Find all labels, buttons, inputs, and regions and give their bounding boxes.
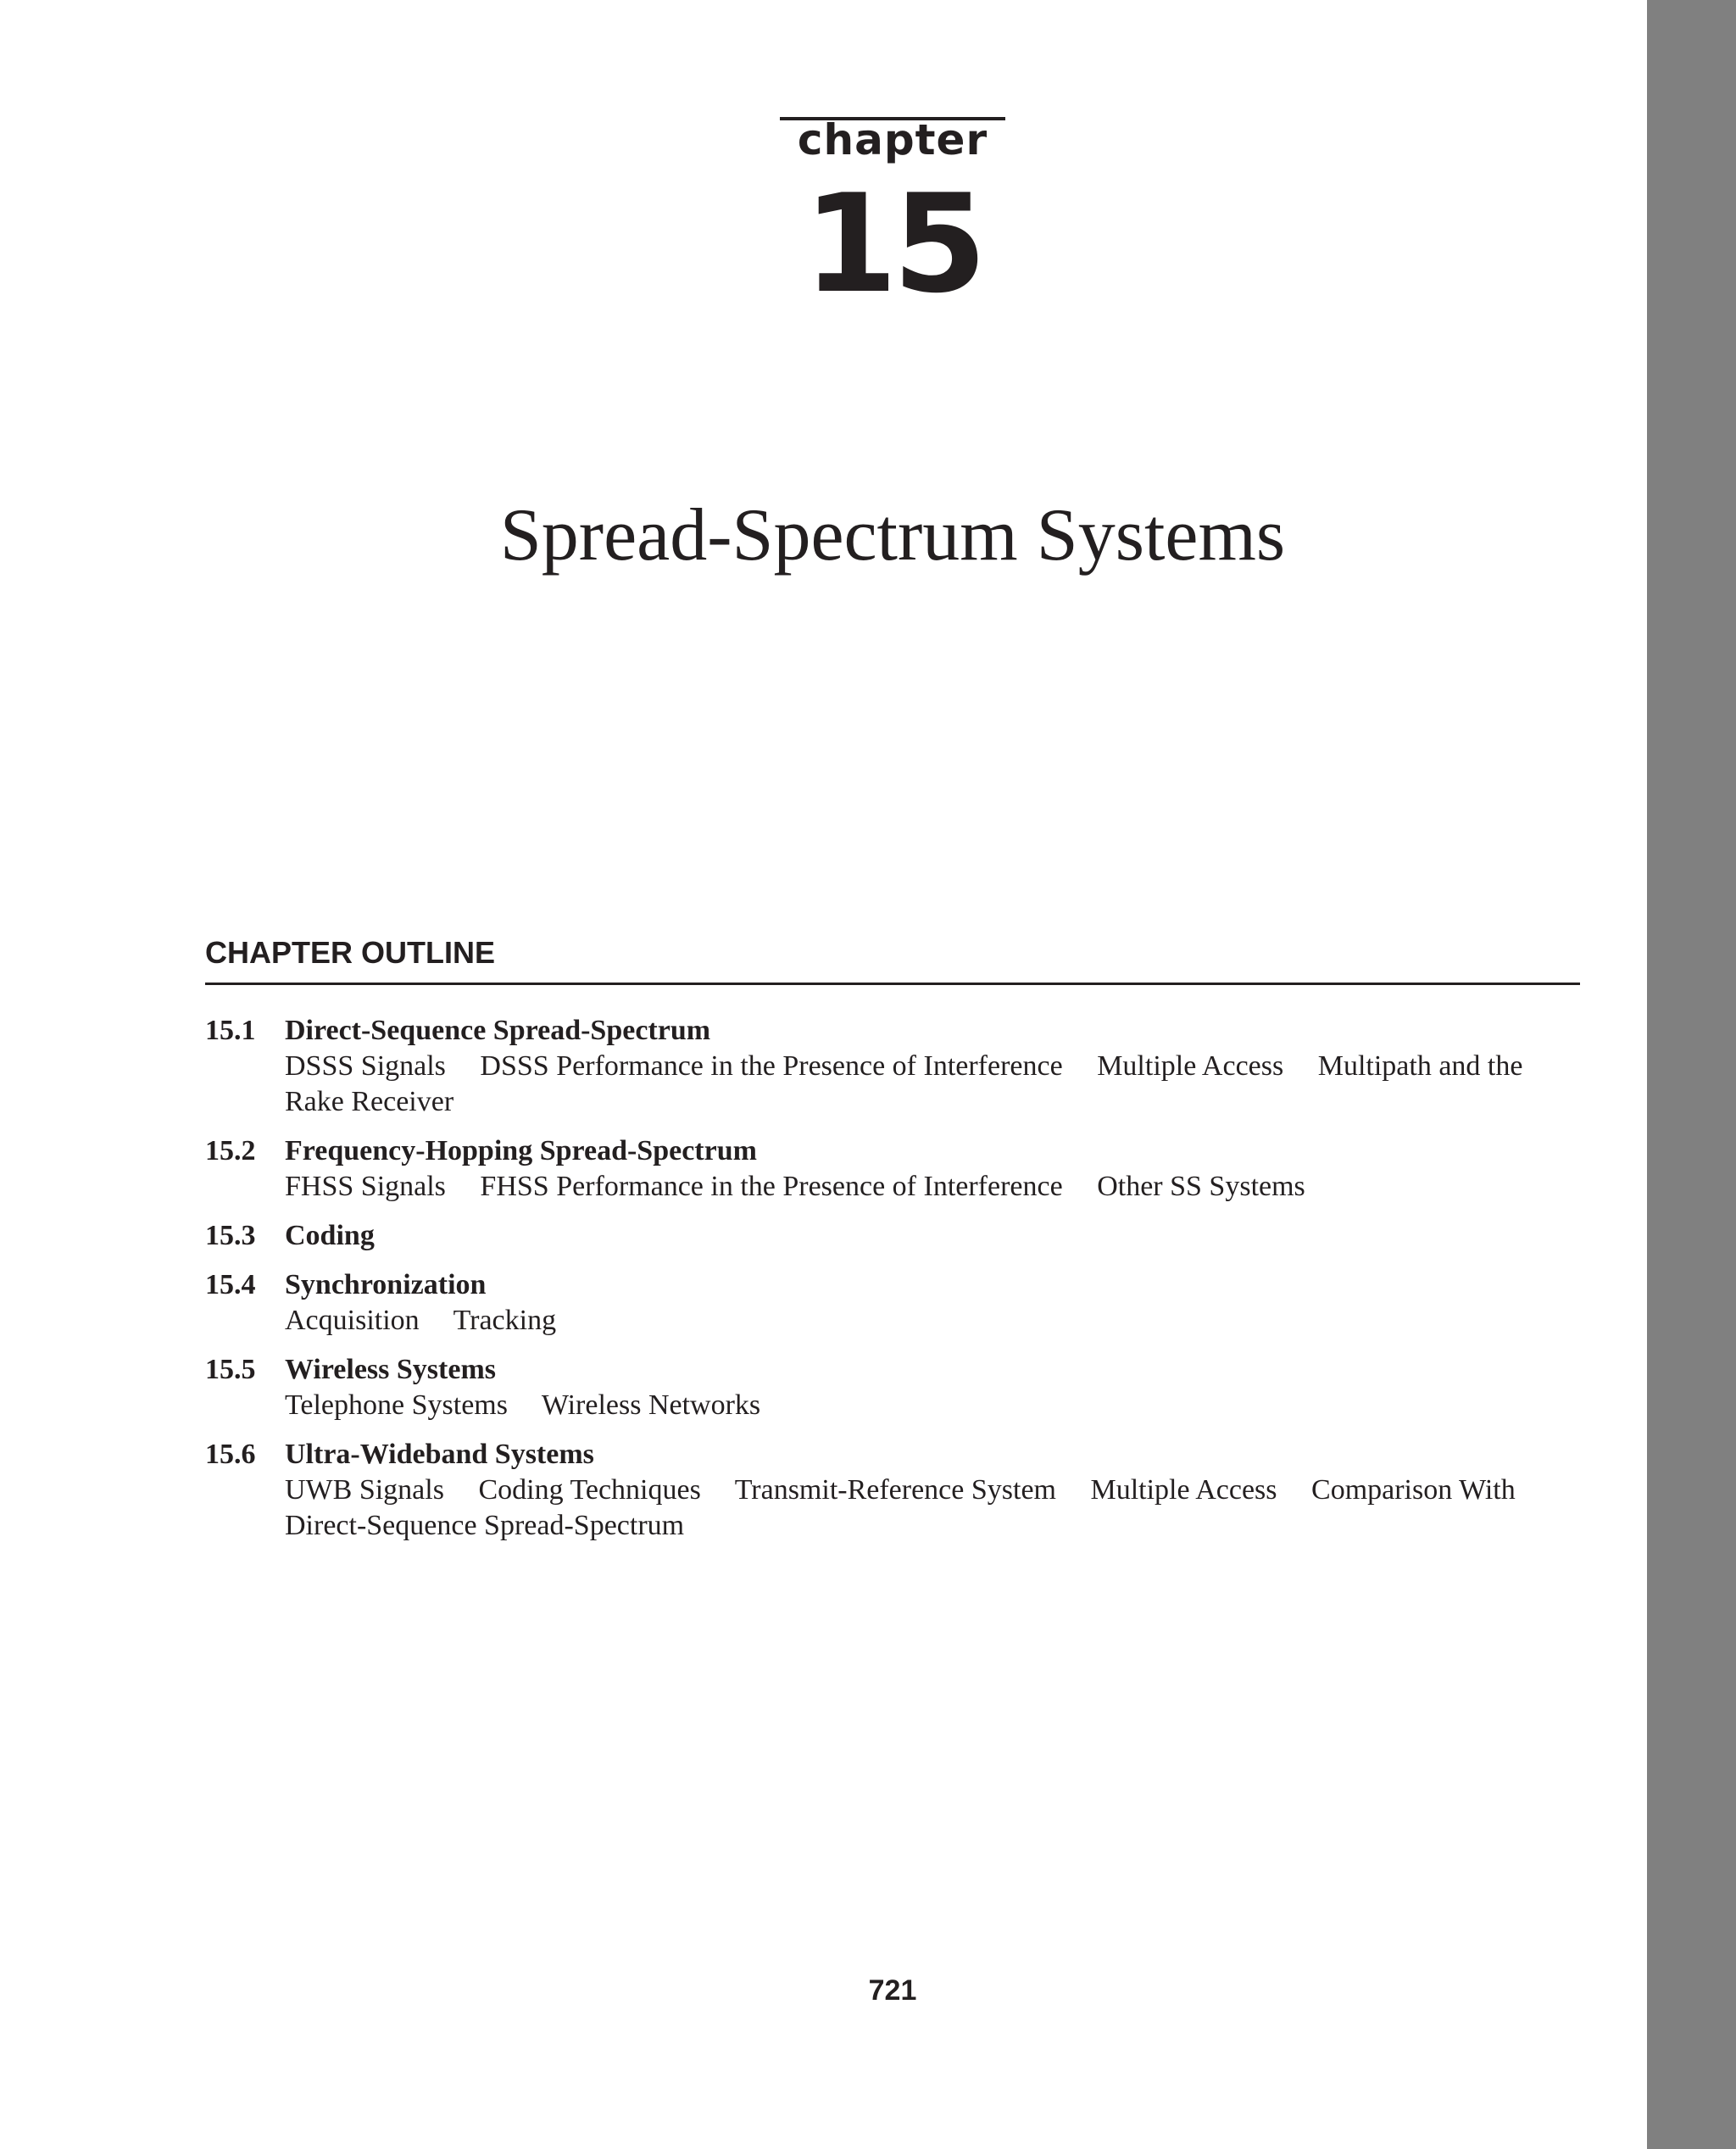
section-heading	[205, 1218, 1561, 1254]
chapter-label: chapter	[797, 115, 988, 164]
subsection-item: Telephone Systems	[285, 1389, 508, 1421]
subsection-item: Acquisition	[285, 1305, 420, 1336]
outline-heading: CHAPTER OUTLINE	[205, 935, 495, 970]
subsection-item: Multiple Access	[1097, 1050, 1284, 1082]
subsection-item: DSSS Signals	[285, 1050, 446, 1082]
section-heading	[205, 1352, 1561, 1388]
chapter-number: 15	[803, 164, 982, 323]
page-number: 721	[868, 1974, 917, 2007]
outline-section	[205, 1013, 1561, 1120]
section-heading	[205, 1013, 1561, 1049]
section-title: Coding	[285, 1220, 375, 1251]
section-title: Wireless Systems	[285, 1354, 497, 1385]
outline-section	[205, 1352, 1561, 1423]
section-title: Synchronization	[285, 1269, 487, 1300]
outline-section	[205, 1267, 1561, 1339]
subsection-list	[285, 1303, 1556, 1339]
subsection-item: Multipath and the Rake Receiver	[285, 1050, 1523, 1117]
outline-list	[205, 1013, 1561, 1557]
subsection-item: Multiple Access	[1090, 1474, 1277, 1506]
subsection-list	[285, 1473, 1556, 1544]
section-heading	[205, 1133, 1561, 1169]
section-number: 15.6	[205, 1439, 256, 1470]
subsection-item: Comparison With Direct-Sequence Spread-Spectrum	[285, 1474, 1516, 1541]
section-number: 15.2	[205, 1135, 256, 1166]
subsection-list	[285, 1169, 1556, 1205]
outline-section	[205, 1218, 1561, 1254]
chapter-title: Spread-Spectrum Systems	[499, 494, 1286, 576]
subsection-item: Wireless Networks	[541, 1389, 761, 1421]
section-heading	[205, 1267, 1561, 1303]
subsection-item: UWB Signals	[285, 1474, 444, 1506]
subsection-item: Tracking	[453, 1305, 557, 1336]
section-title: Ultra-Wideband Systems	[285, 1439, 594, 1470]
subsection-item: FHSS Signals	[285, 1171, 446, 1202]
subsection-item: Transmit-Reference System	[734, 1474, 1056, 1506]
section-title: Direct-Sequence Spread-Spectrum	[285, 1015, 711, 1046]
subsection-item: Other SS Systems	[1097, 1171, 1305, 1202]
subsection-list	[285, 1049, 1556, 1120]
page-edge-band	[1647, 0, 1736, 2149]
subsection-item: Coding Techniques	[478, 1474, 701, 1506]
section-heading	[205, 1437, 1561, 1473]
subsection-item: FHSS Performance in the Presence of Interference	[480, 1171, 1063, 1202]
section-number: 15.1	[205, 1015, 256, 1046]
section-number: 15.4	[205, 1269, 256, 1300]
subsection-list	[285, 1388, 1556, 1423]
outline-section	[205, 1437, 1561, 1544]
subsection-item: DSSS Performance in the Presence of Interference	[480, 1050, 1063, 1082]
section-title: Frequency-Hopping Spread-Spectrum	[285, 1135, 757, 1166]
section-number: 15.3	[205, 1220, 256, 1251]
outline-rule	[205, 983, 1580, 985]
outline-section	[205, 1133, 1561, 1205]
section-number: 15.5	[205, 1354, 256, 1385]
